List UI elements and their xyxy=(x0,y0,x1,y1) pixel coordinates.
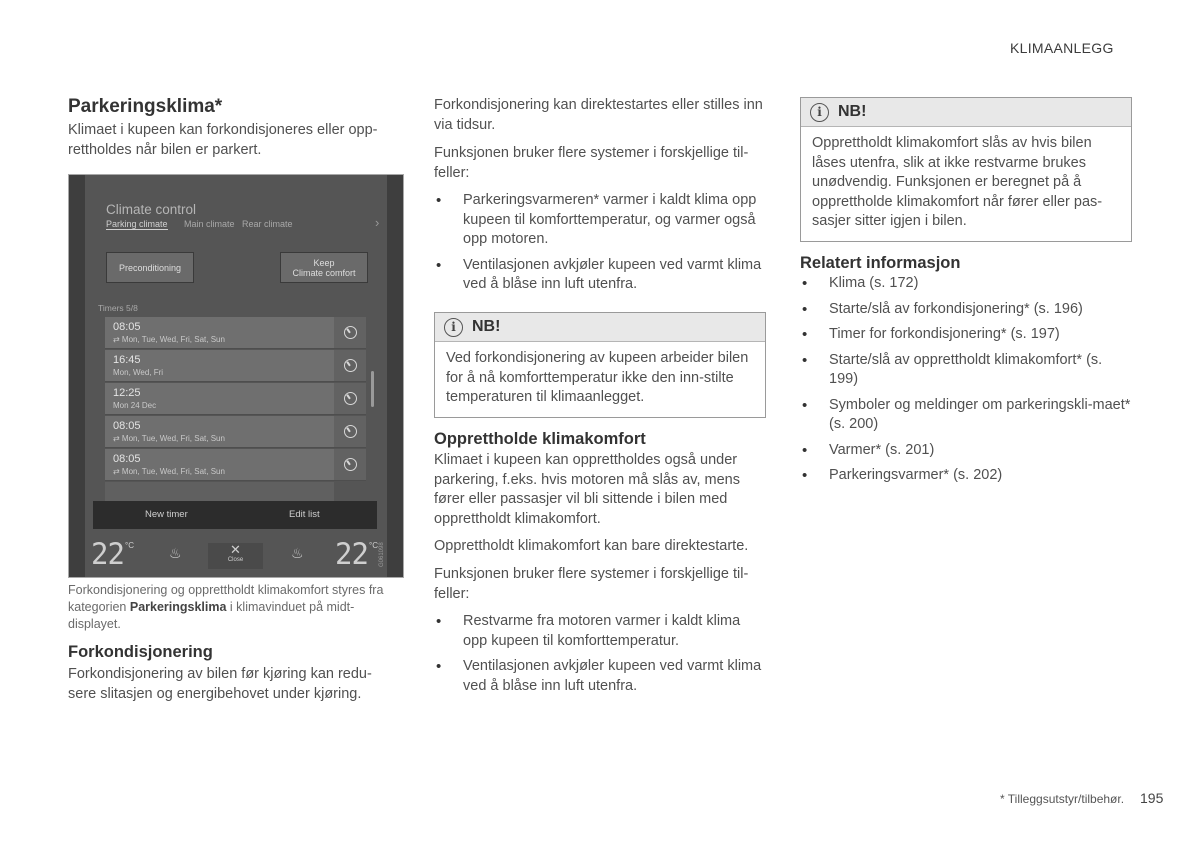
close-icon: ✕ xyxy=(230,542,241,557)
preconditioning-button[interactable]: Preconditioning xyxy=(106,252,194,283)
note-title: NB! xyxy=(472,318,501,335)
clock-icon xyxy=(344,458,357,471)
timer-toggle[interactable] xyxy=(334,416,366,448)
forkondisjonering-heading: Forkondisjonering xyxy=(68,643,213,661)
caption-text-end: i klimavinduet på midt-displayet. xyxy=(68,600,355,631)
new-timer-button[interactable]: New timer xyxy=(145,509,188,520)
timer-days: Mon, Wed, Fri xyxy=(113,368,164,377)
note-body xyxy=(801,127,1131,241)
col2-systems-2: Funksjonen bruker flere systemer i forskjellige til-feller: xyxy=(434,566,749,602)
scrollbar[interactable] xyxy=(371,371,374,407)
list-item: • Restvarme fra motoren varmer i kaldt klima opp kupeen til komforttemperatur. xyxy=(434,612,766,651)
clock-icon xyxy=(344,359,357,372)
timer-toggle[interactable] xyxy=(334,317,366,349)
note-text: Ved forkondisjonering av kupeen arbeider bilen for å nå komforttemperatur ikke den inn-stilte temperaturen til klimaanlegget. xyxy=(446,350,749,405)
note-box xyxy=(434,312,766,418)
caption-bold: Parkeringsklima xyxy=(129,600,227,614)
timer-row[interactable] xyxy=(105,449,334,481)
timer-row[interactable] xyxy=(105,383,334,415)
forkondisjonering-text: Forkondisjonering av bilen før kjøring kan redu- sere slitasjen og energibehovet under kjøring. xyxy=(68,666,372,702)
footnote: * Tilleggsutstyr/tilbehør. xyxy=(1000,792,1125,806)
close-button[interactable] xyxy=(208,543,263,569)
page-title: Parkeringsklima* xyxy=(68,96,223,117)
related-link[interactable]: • Symboler og meldinger om parkeringskli-maet* (s. 200) xyxy=(800,396,1132,435)
related-link[interactable]: • Parkeringsvarmer* (s. 202) xyxy=(800,466,1132,486)
related-link[interactable]: • Klima (s. 172) xyxy=(800,274,1132,294)
note-box xyxy=(800,97,1132,242)
temp-right[interactable]: 22 xyxy=(335,537,368,571)
timers-label: Timers 5/8 xyxy=(98,303,138,313)
timer-time: 16:45 xyxy=(113,354,141,366)
clock-icon xyxy=(344,392,357,405)
timer-days: ⇄ Mon, Tue, Wed, Fri, Sat, Sun xyxy=(113,335,225,344)
caption-text: Forkondisjonering og opprettholdt klimakomfort styres fra kategorien xyxy=(68,583,384,614)
timer-toggle[interactable] xyxy=(334,383,366,415)
timer-toggle[interactable] xyxy=(334,350,366,382)
info-icon: i xyxy=(444,318,463,337)
screen-title: Climate control xyxy=(106,202,197,217)
related-link[interactable]: • Starte/slå av opprettholdt klimakomfort* (s. 199) xyxy=(800,351,1132,390)
section-header: KLIMAANLEGG xyxy=(1010,40,1114,56)
keep-climate-comfort-button[interactable]: Keep Climate comfort xyxy=(280,252,368,283)
timer-days: Mon 24 Dec xyxy=(113,401,157,410)
related-link[interactable]: • Starte/slå av forkondisjonering* (s. 196) xyxy=(800,300,1132,320)
timer-row-partial xyxy=(105,482,334,502)
timer-toggle[interactable] xyxy=(334,449,366,481)
timer-time: 08:05 xyxy=(113,453,141,465)
temp-right-unit: °C xyxy=(369,541,378,550)
col2-bullets-2 xyxy=(434,612,766,696)
clock-icon xyxy=(344,326,357,339)
chevron-right-icon[interactable]: › xyxy=(375,215,380,230)
tab-rear-climate[interactable]: Rear climate xyxy=(242,219,293,229)
timer-days: ⇄ Mon, Tue, Wed, Fri, Sat, Sun xyxy=(113,434,225,443)
edit-list-button[interactable]: Edit list xyxy=(289,509,320,520)
opprettholde-heading: Opprettholde klimakomfort xyxy=(434,430,646,448)
temp-left-unit: °C xyxy=(125,541,134,550)
note-text: Opprettholdt klimakomfort slås av hvis bilen låses utenfra, slik at ikke restvarme brukes unødvendig. Funksjonen er beregnet på å opprettholde klimakomfort når fører eller pas-sasjer sitter igjen i bilen. xyxy=(812,135,1103,229)
seat-heat-right-icon[interactable]: ♨ xyxy=(291,545,304,561)
related-link[interactable]: • Varmer* (s. 201) xyxy=(800,441,1132,461)
timer-days: ⇄ Mon, Tue, Wed, Fri, Sat, Sun xyxy=(113,467,225,476)
related-heading: Relatert informasjon xyxy=(800,254,961,272)
col2-bullets-1 xyxy=(434,191,766,295)
col2-intro: Forkondisjonering kan direktestartes eller stilles inn via tidsur. xyxy=(434,97,763,133)
temp-left[interactable]: 22 xyxy=(91,537,124,571)
page-number: 195 xyxy=(1140,790,1164,806)
related-list xyxy=(800,274,1132,486)
timer-row[interactable] xyxy=(105,317,334,349)
col2-systems: Funksjonen bruker flere systemer i forskjellige til-feller: xyxy=(434,145,749,181)
clock-icon xyxy=(344,425,357,438)
list-item: • Parkeringsvarmeren* varmer i kaldt klima opp kupeen til komforttemperatur, og varmer også opp motoren. xyxy=(434,191,766,250)
climate-control-screenshot xyxy=(68,174,404,578)
direktestarte-text: Opprettholdt klimakomfort kan bare direktestarte. xyxy=(434,538,749,554)
close-label: Close xyxy=(227,557,244,563)
seat-heat-left-icon[interactable]: ♨ xyxy=(169,545,182,561)
tab-main-climate[interactable]: Main climate xyxy=(184,219,235,229)
timer-time: 08:05 xyxy=(113,420,141,432)
related-link[interactable]: • Timer for forkondisjonering* (s. 197) xyxy=(800,325,1132,345)
note-header xyxy=(801,98,1131,127)
list-item: • Ventilasjonen avkjøler kupeen ved varmt klima ved å blåse inn luft utenfra. xyxy=(434,657,766,696)
image-code: G061098 xyxy=(379,542,385,567)
note-header xyxy=(435,313,765,342)
list-item: • Ventilasjonen avkjøler kupeen ved varmt klima ved å blåse inn luft utenfra. xyxy=(434,256,766,295)
timer-row[interactable] xyxy=(105,416,334,448)
opprettholde-text: Klimaet i kupeen kan opprettholdes også under parkering, f.eks. hvis motoren må slås av, mens fører eller passasjer vil bli sittende i bilen med opprettholdt klimakomfort. xyxy=(434,452,740,527)
note-body xyxy=(435,342,765,417)
note-title: NB! xyxy=(838,103,867,120)
tab-parking-climate[interactable]: Parking climate xyxy=(106,219,168,229)
info-icon: i xyxy=(810,103,829,122)
intro-text: Klimaet i kupeen kan forkondisjoneres eller opp- rettholdes når bilen er parkert. xyxy=(68,122,378,158)
bottom-action-bar xyxy=(93,501,377,529)
timer-time: 12:25 xyxy=(113,387,141,399)
timer-row[interactable] xyxy=(105,350,334,382)
figure-caption xyxy=(68,582,400,633)
timer-time: 08:05 xyxy=(113,321,141,333)
